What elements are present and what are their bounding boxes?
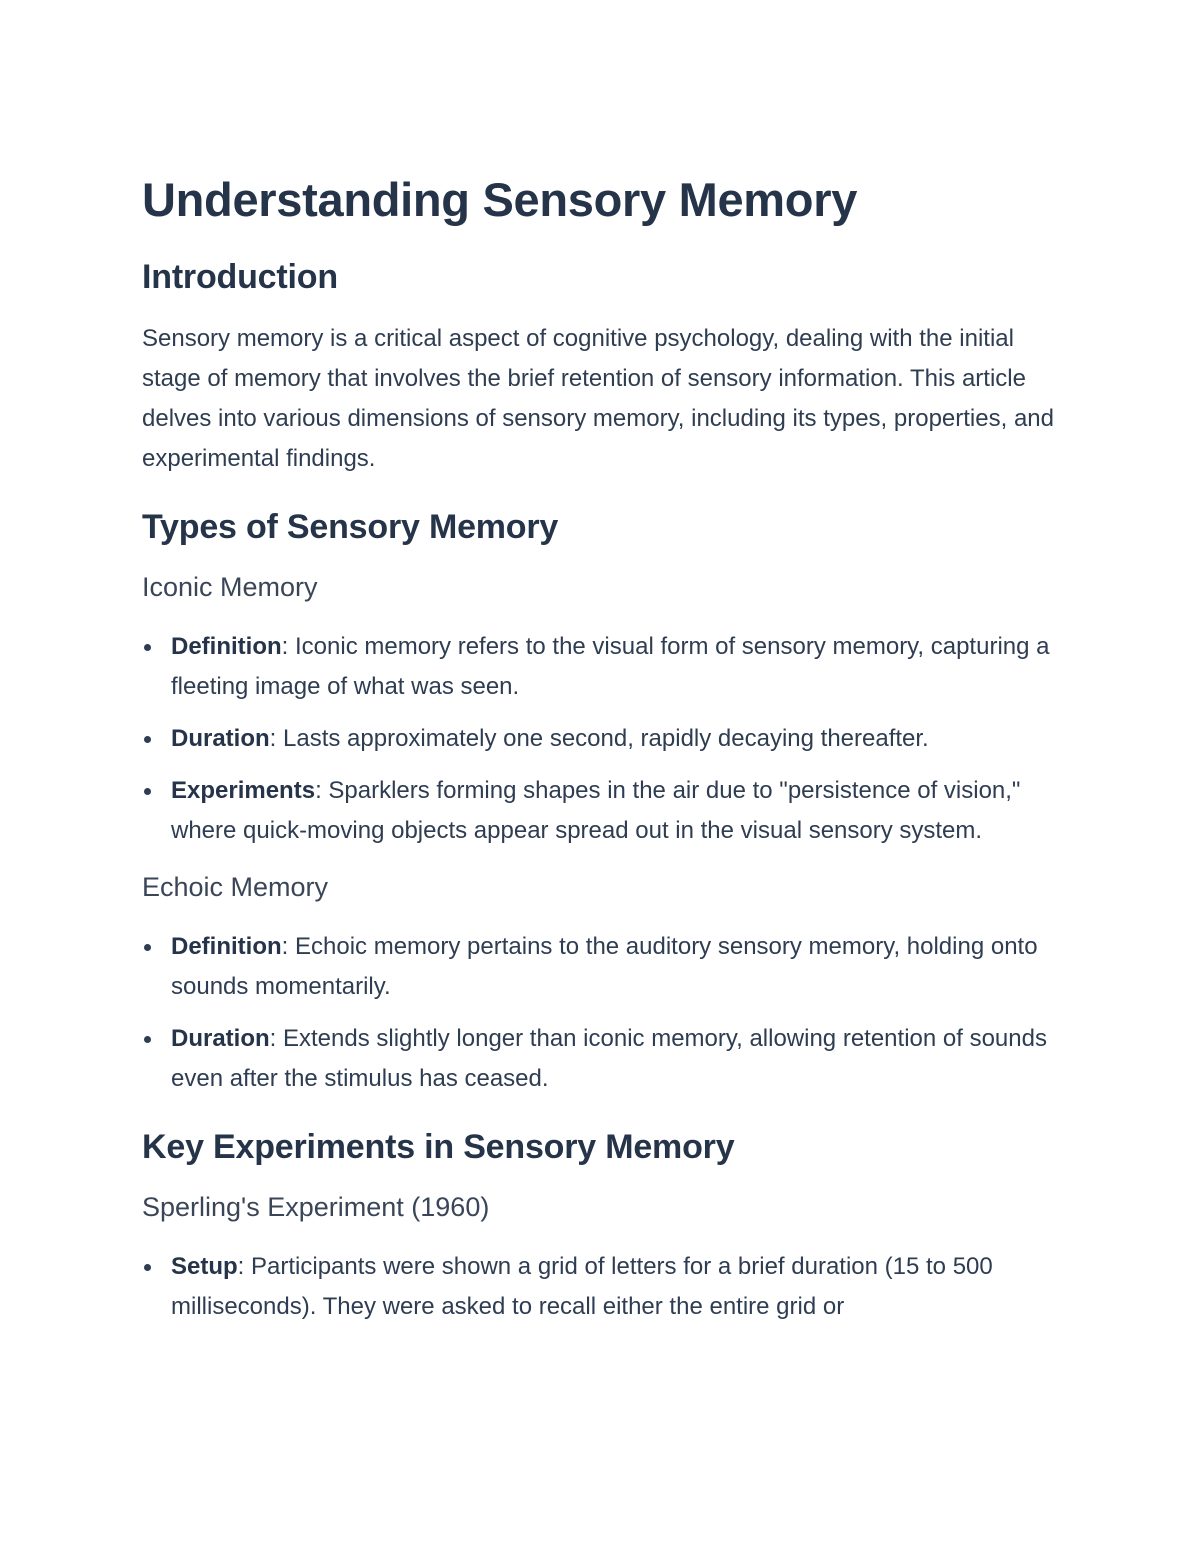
section-heading-introduction: Introduction xyxy=(142,258,338,296)
subheading-echoic-memory: Echoic Memory xyxy=(142,872,329,902)
bullet-icon xyxy=(144,788,151,795)
item-text: : Extends slightly longer than iconic memory, allowing retention of sounds even after the stimulus has ceased. xyxy=(171,1025,1047,1092)
item-text: : Sparklers forming shapes in the air due to "persistence of vision," where quick-moving objects appear spread out in the visual sensory system. xyxy=(171,777,1021,844)
list-item xyxy=(142,627,1062,707)
item-text: : Lasts approximately one second, rapidly decaying thereafter. xyxy=(269,725,929,752)
item-label: Definition xyxy=(171,633,282,660)
item-label: Duration xyxy=(171,725,270,752)
list-item xyxy=(142,1247,1062,1327)
bullet-icon xyxy=(144,644,151,651)
list-item xyxy=(142,771,1062,851)
bullet-icon xyxy=(144,1036,151,1043)
item-label: Definition xyxy=(171,933,282,960)
iconic-memory-list xyxy=(142,627,1062,851)
sperling-experiment-list xyxy=(142,1247,1062,1327)
item-label: Duration xyxy=(171,1025,270,1052)
echoic-memory-list xyxy=(142,927,1062,1099)
item-label: Setup xyxy=(171,1253,238,1280)
page-title: Understanding Sensory Memory xyxy=(142,173,858,226)
item-text: : Echoic memory pertains to the auditory sensory memory, holding onto sounds momentarily. xyxy=(171,933,1038,1000)
list-item xyxy=(142,927,1062,1007)
list-item xyxy=(142,719,1062,759)
section-heading-types: Types of Sensory Memory xyxy=(142,508,559,546)
item-text: : Iconic memory refers to the visual form of sensory memory, capturing a fleeting image of what was seen. xyxy=(171,633,1050,700)
document-page xyxy=(142,160,1062,1327)
bullet-icon xyxy=(144,1264,151,1271)
subheading-iconic-memory: Iconic Memory xyxy=(142,572,318,602)
item-label: Experiments xyxy=(171,777,316,804)
introduction-paragraph: Sensory memory is a critical aspect of cognitive psychology, dealing with the initial stage of memory that involves the brief retention of sensory information. This article delves into various dimensions of sensory memory, including its types, properties, and experimental findings. xyxy=(142,325,1054,472)
section-heading-key-experiments: Key Experiments in Sensory Memory xyxy=(142,1128,735,1166)
list-item xyxy=(142,1019,1062,1099)
subheading-sperling-experiment: Sperling's Experiment (1960) xyxy=(142,1192,490,1222)
item-text: : Participants were shown a grid of letters for a brief duration (15 to 500 milliseconds). They were asked to recall either the entire grid or xyxy=(171,1253,993,1320)
bullet-icon xyxy=(144,944,151,951)
bullet-icon xyxy=(144,736,151,743)
